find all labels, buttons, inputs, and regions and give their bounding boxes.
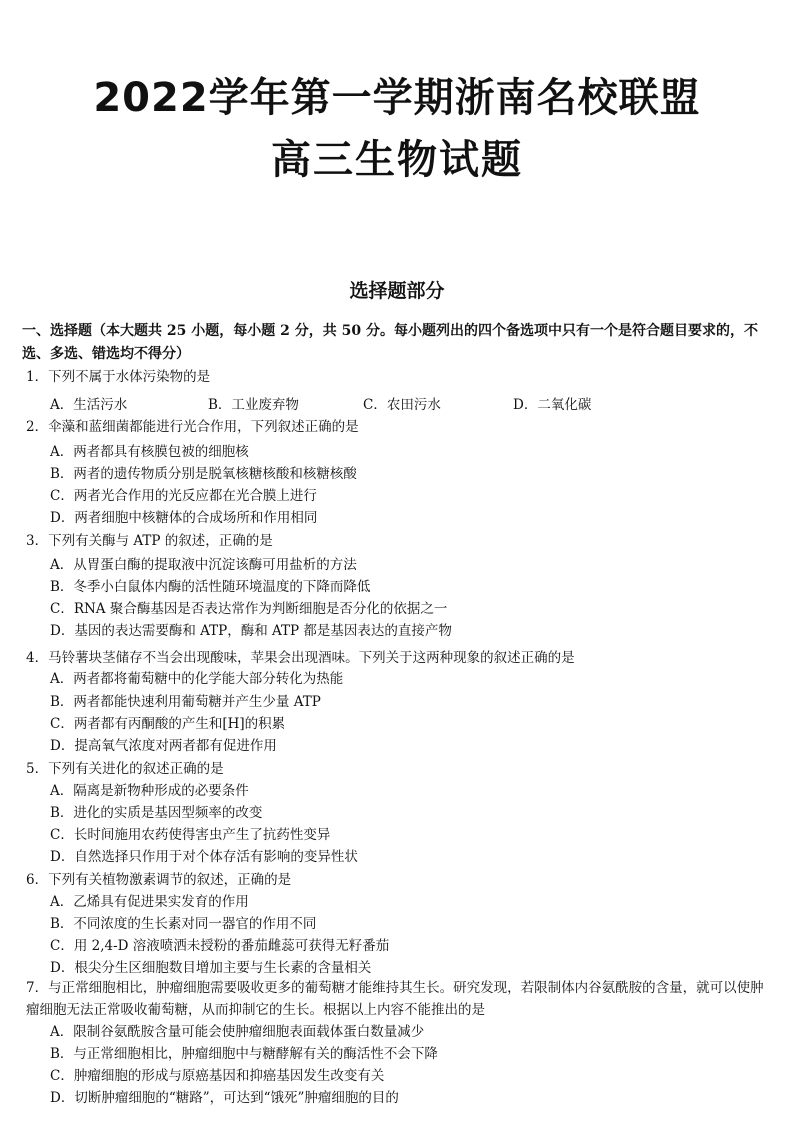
question-5-stem: 5．下列有关进化的叙述正确的是 [26, 761, 224, 777]
question-1-stem: 1．下列不属于水体污染物的是 [26, 369, 211, 385]
question-7-option-b: B．与正常细胞相比，肿瘤细胞中与糖酵解有关的酶活性不会下降 [50, 1046, 438, 1062]
section-instructions: 一、选择题（本大题共 25 小题，每小题 2 分，共 50 分。每小题列出的四个备选项中只有一个是符合题目要求的，不选、多选、错选均不得分） [22, 323, 758, 362]
question-1-option-d: D．二氧化碳 [513, 397, 592, 413]
question-1-option-b: B．工业废弃物 [208, 397, 299, 413]
question-2-option-a: A．两者都具有核膜包被的细胞核 [50, 444, 249, 460]
question-3-option-a: A．从胃蛋白酶的提取液中沉淀该酶可用盐析的方法 [50, 557, 357, 573]
section-heading: 选择题部分 [349, 280, 445, 302]
question-4-option-d: D．提高氧气浓度对两者都有促进作用 [50, 738, 277, 754]
question-7-option-a: A．限制谷氨酰胺含量可能会使肿瘤细胞表面载体蛋白数量减少 [50, 1024, 425, 1040]
question-1-option-c: C．农田污水 [363, 397, 441, 413]
question-7-stem: 7．与正常细胞相比，肿瘤细胞需要吸收更多的葡萄糖才能维持其生长。研究发现，若限制体内谷氨酰胺的含量，就可以使肿瘤细胞无法正常吸收葡萄糖，从而抑制它的生长。根据以上内容不能推出的是 [26, 980, 764, 1018]
exam-title: 2022学年第一学期浙南名校联盟 [93, 75, 701, 121]
question-5-option-b: B．进化的实质是基因型频率的改变 [50, 805, 263, 821]
question-4-option-a: A．两者都将葡萄糖中的化学能大部分转化为热能 [50, 671, 344, 687]
question-5-option-d: D．自然选择只作用于对个体存活有影响的变异性状 [50, 849, 358, 865]
question-6-option-c: C．用 2,4-D 溶液喷洒未授粉的番茄雌蕊可获得无籽番茄 [50, 938, 390, 954]
question-3-option-c: C．RNA 聚合酶基因是否表达常作为判断细胞是否分化的依据之一 [50, 601, 448, 617]
question-4-stem: 4．马铃薯块茎储存不当会出现酸味，苹果会出现酒味。下列关于这两种现象的叙述正确的是 [26, 650, 575, 666]
question-2-option-b: B．两者的遗传物质分别是脱氧核糖核酸和核糖核酸 [50, 466, 357, 482]
question-2-option-c: C．两者光合作用的光反应都在光合膜上进行 [50, 488, 317, 504]
question-1-option-a: A．生活污水 [50, 397, 128, 413]
question-3-option-d: D．基因的表达需要酶和 ATP，酶和 ATP 都是基因表达的直接产物 [50, 623, 452, 639]
question-5-option-a: A．隔离是新物种形成的必要条件 [50, 783, 249, 799]
question-4-option-b: B．两者都能快速利用葡萄糖并产生少量 ATP [50, 694, 321, 710]
question-5-option-c: C．长时间施用农药使得害虫产生了抗药性变异 [50, 827, 331, 843]
question-2-option-d: D．两者细胞中核糖体的合成场所和作用相同 [50, 510, 318, 526]
question-3-option-b: B．冬季小白鼠体内酶的活性随环境温度的下降而降低 [50, 579, 371, 595]
question-2-stem: 2．伞藻和蓝细菌都能进行光合作用，下列叙述正确的是 [26, 419, 359, 435]
question-7-option-c: C．肿瘤细胞的形成与原癌基因和抑癌基因发生改变有关 [50, 1068, 385, 1084]
question-6-stem: 6．下列有关植物激素调节的叙述，正确的是 [26, 872, 292, 888]
question-6-option-d: D．根尖分生区细胞数目增加主要与生长素的含量相关 [50, 960, 372, 976]
question-7-option-d: D．切断肿瘤细胞的“糖路”，可达到“饿死”肿瘤细胞的目的 [50, 1090, 399, 1106]
question-4-option-c: C．两者都有丙酮酸的产生和[H]的积累 [50, 716, 286, 732]
exam-subtitle: 高三生物试题 [271, 137, 523, 183]
question-1-options [50, 394, 770, 416]
question-6-option-a: A．乙烯具有促进果实发育的作用 [50, 894, 249, 910]
question-3-stem: 3．下列有关酶与 ATP 的叙述，正确的是 [26, 533, 273, 549]
question-6-option-b: B．不同浓度的生长素对同一器官的作用不同 [50, 916, 317, 932]
